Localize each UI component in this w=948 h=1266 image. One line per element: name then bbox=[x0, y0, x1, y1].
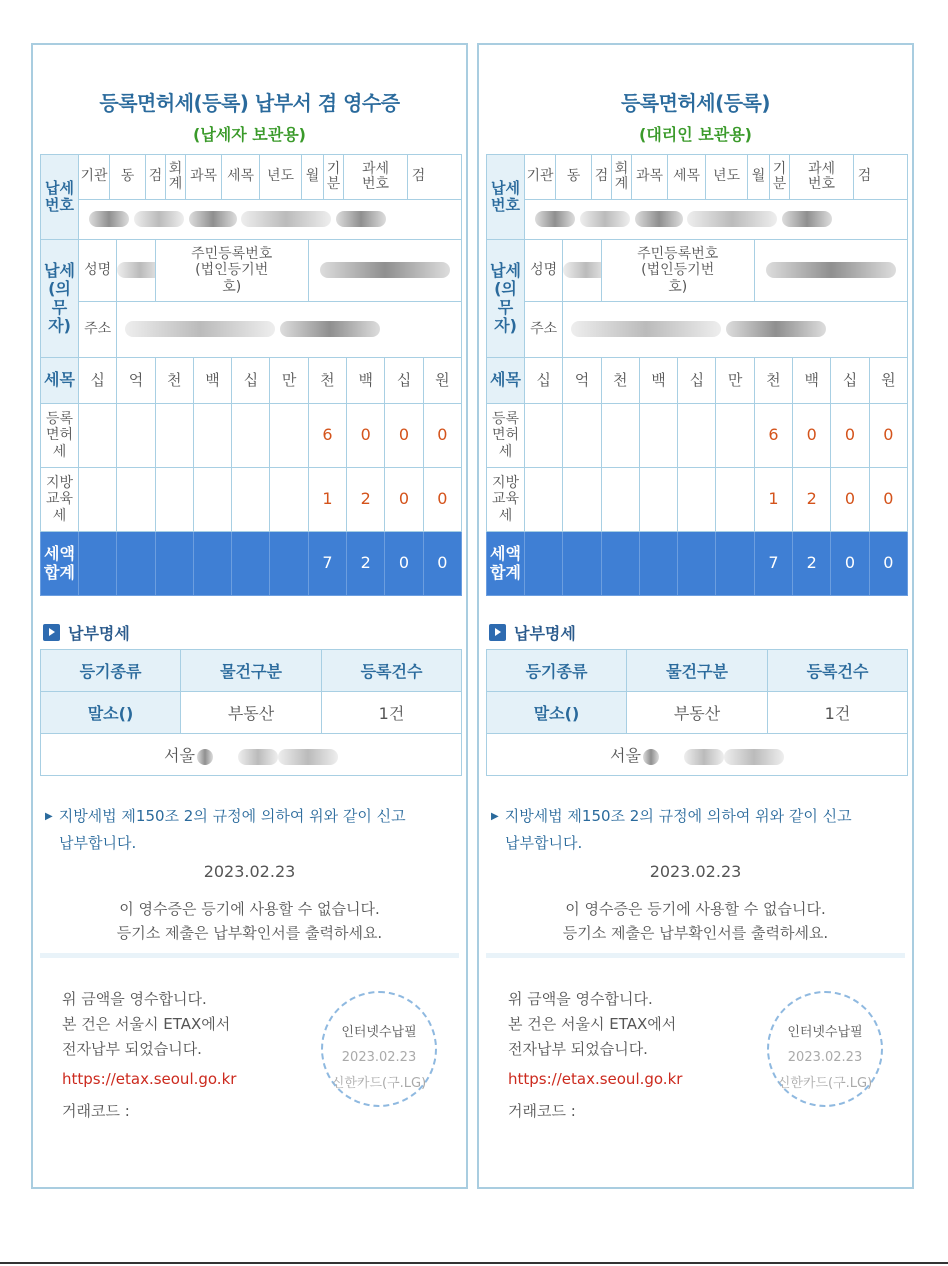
tax-number-value bbox=[525, 200, 908, 240]
registration-tax-digit: 0 bbox=[347, 404, 385, 468]
education-tax-digit-empty bbox=[639, 468, 677, 532]
section-payment-detail: 납부명세 bbox=[489, 621, 576, 644]
total-tax-digit-empty bbox=[563, 532, 601, 596]
unit-label: 백 bbox=[193, 358, 231, 404]
detail-header: 물건구분 bbox=[181, 650, 322, 692]
triangle-bullet-icon: ▶ bbox=[45, 810, 53, 822]
education-tax-label: 지방 교육 세 bbox=[41, 468, 79, 532]
registration-tax-digit-empty bbox=[563, 404, 601, 468]
payer-label: 납세 (의무 자) bbox=[487, 240, 525, 358]
id-number-value bbox=[308, 240, 461, 302]
registration-tax-digit-empty bbox=[155, 404, 193, 468]
play-icon bbox=[489, 624, 506, 641]
registration-tax-digit-empty bbox=[525, 404, 563, 468]
id-number-label: 주민등록번호 (법인등기번 호) bbox=[601, 240, 754, 302]
education-tax-digit-empty bbox=[678, 468, 716, 532]
education-tax-digit-empty bbox=[716, 468, 754, 532]
tax-number-header-cell bbox=[79, 155, 462, 200]
detail-header: 등록건수 bbox=[768, 650, 908, 692]
payment-date: 2023.02.23 bbox=[203, 862, 296, 881]
tax-number-col: 동 bbox=[109, 155, 145, 199]
etax-link[interactable]: https://etax.seoul.go.kr bbox=[508, 1070, 683, 1088]
registration-tax-digit: 0 bbox=[869, 404, 907, 468]
receipt-subtitle: (대리인 보관용) bbox=[639, 125, 752, 144]
tax-number-col: 검 bbox=[853, 155, 875, 199]
education-tax-digit-empty bbox=[270, 468, 308, 532]
total-tax-digit-empty bbox=[601, 532, 639, 596]
name-label: 성명 bbox=[525, 240, 563, 302]
tax-number-col: 세목 bbox=[221, 155, 259, 199]
unit-label: 원 bbox=[423, 358, 461, 404]
total-tax-digit: 0 bbox=[831, 532, 869, 596]
tax-number-col: 검 bbox=[145, 155, 165, 199]
payment-detail-table bbox=[486, 649, 908, 776]
unit-label: 천 bbox=[601, 358, 639, 404]
registration-tax-digit-empty bbox=[639, 404, 677, 468]
unit-header: 세목 bbox=[487, 358, 525, 404]
education-tax-digit-empty bbox=[563, 468, 601, 532]
tax-number-col: 과목 bbox=[185, 155, 221, 199]
detail-value: 1건 bbox=[768, 692, 908, 734]
unit-label: 만 bbox=[270, 358, 308, 404]
tax-number-col: 과세 번호 bbox=[343, 155, 407, 199]
name-value bbox=[563, 240, 601, 302]
registration-tax-digit-empty bbox=[601, 404, 639, 468]
id-number-value bbox=[754, 240, 907, 302]
receipt-footer: 위 금액을 영수합니다. 본 건은 서울시 ETAX에서 전자납부 되었습니다. https://etax.seoul.go.kr 거래코드 : bbox=[62, 987, 236, 1124]
total-tax-label: 세액 합계 bbox=[41, 532, 79, 596]
registration-tax-digit: 0 bbox=[385, 404, 423, 468]
warning-text: 이 영수증은 등기에 사용할 수 없습니다. 등기소 제출은 납부확인서를 출력하세요. bbox=[562, 900, 829, 942]
total-tax-digit: 2 bbox=[793, 532, 831, 596]
education-tax-digit-empty bbox=[193, 468, 231, 532]
education-tax-digit-empty bbox=[601, 468, 639, 532]
total-tax-digit-empty bbox=[193, 532, 231, 596]
total-tax-digit: 7 bbox=[754, 532, 792, 596]
registration-tax-digit-empty bbox=[232, 404, 270, 468]
tax-number-col: 년도 bbox=[259, 155, 301, 199]
registration-tax-label: 등록 면허 세 bbox=[487, 404, 525, 468]
receipt-right bbox=[477, 43, 914, 1189]
unit-label: 억 bbox=[117, 358, 155, 404]
tax-table bbox=[486, 154, 908, 596]
detail-value: 말소() bbox=[41, 692, 181, 734]
unit-label: 십 bbox=[232, 358, 270, 404]
education-tax-digit: 0 bbox=[831, 468, 869, 532]
total-tax-digit-empty bbox=[155, 532, 193, 596]
address-label: 주소 bbox=[525, 302, 563, 358]
total-tax-digit: 0 bbox=[869, 532, 907, 596]
unit-label: 천 bbox=[754, 358, 792, 404]
unit-label: 백 bbox=[639, 358, 677, 404]
transaction-code: 거래코드 : bbox=[508, 1102, 576, 1120]
total-tax-digit-empty bbox=[270, 532, 308, 596]
tax-number-label: 납세 번호 bbox=[487, 155, 525, 240]
detail-address: 서울 bbox=[487, 734, 908, 776]
payment-detail-table bbox=[40, 649, 462, 776]
receipt-footer: 위 금액을 영수합니다. 본 건은 서울시 ETAX에서 전자납부 되었습니다. https://etax.seoul.go.kr 거래코드 : bbox=[508, 987, 682, 1124]
registration-tax-digit: 6 bbox=[308, 404, 346, 468]
receipt-title: 등록면허세(등록) bbox=[620, 91, 771, 115]
warning-text: 이 영수증은 등기에 사용할 수 없습니다. 등기소 제출은 납부확인서를 출력하세요. bbox=[116, 900, 383, 942]
section-payment-detail: 납부명세 bbox=[43, 621, 130, 644]
tax-number-col: 기 분 bbox=[323, 155, 343, 199]
bottom-border bbox=[0, 1262, 948, 1264]
registration-tax-digit-empty bbox=[79, 404, 117, 468]
divider bbox=[486, 953, 905, 958]
education-tax-digit: 1 bbox=[308, 468, 346, 532]
registration-tax-digit-empty bbox=[270, 404, 308, 468]
name-value bbox=[117, 240, 155, 302]
tax-number-col: 회 계 bbox=[611, 155, 631, 199]
unit-label: 십 bbox=[678, 358, 716, 404]
detail-header: 등기종류 bbox=[487, 650, 627, 692]
registration-tax-digit-empty bbox=[117, 404, 155, 468]
detail-header: 등기종류 bbox=[41, 650, 181, 692]
detail-value: 말소() bbox=[487, 692, 627, 734]
total-tax-digit-empty bbox=[232, 532, 270, 596]
legal-notice: ▶ 지방세법 제150조 2의 규정에 의하여 위와 같이 신고 납부합니다. bbox=[491, 807, 852, 852]
id-number-label: 주민등록번호 (법인등기번 호) bbox=[155, 240, 308, 302]
unit-label: 백 bbox=[347, 358, 385, 404]
tax-number-col: 세목 bbox=[667, 155, 705, 199]
education-tax-digit: 1 bbox=[754, 468, 792, 532]
registration-tax-label: 등록 면허 세 bbox=[41, 404, 79, 468]
tax-number-header-cell bbox=[525, 155, 908, 200]
education-tax-label: 지방 교육 세 bbox=[487, 468, 525, 532]
unit-label: 백 bbox=[793, 358, 831, 404]
education-tax-digit: 2 bbox=[347, 468, 385, 532]
total-tax-digit-empty bbox=[639, 532, 677, 596]
education-tax-digit: 0 bbox=[423, 468, 461, 532]
total-tax-digit: 7 bbox=[308, 532, 346, 596]
education-tax-digit: 0 bbox=[869, 468, 907, 532]
tax-number-col: 검 bbox=[591, 155, 611, 199]
registration-tax-digit-empty bbox=[678, 404, 716, 468]
tax-number-col: 기 분 bbox=[769, 155, 789, 199]
tax-number-col: 동 bbox=[555, 155, 591, 199]
address-label: 주소 bbox=[79, 302, 117, 358]
detail-value: 부동산 bbox=[627, 692, 768, 734]
receipt-subtitle: (납세자 보관용) bbox=[193, 125, 306, 144]
payment-date: 2023.02.23 bbox=[649, 862, 742, 881]
etax-link[interactable]: https://etax.seoul.go.kr bbox=[62, 1070, 237, 1088]
tax-number-col: 년도 bbox=[705, 155, 747, 199]
registration-tax-digit-empty bbox=[193, 404, 231, 468]
total-tax-digit-empty bbox=[678, 532, 716, 596]
registration-tax-digit: 0 bbox=[793, 404, 831, 468]
education-tax-digit: 2 bbox=[793, 468, 831, 532]
payer-label: 납세 (의무 자) bbox=[41, 240, 79, 358]
payment-stamp: 인터넷수납필 2023.02.23 신한카드(구.LG) bbox=[767, 991, 883, 1107]
tax-number-col: 기관 bbox=[526, 168, 554, 185]
tax-number-col: 기관 bbox=[80, 168, 108, 185]
payment-stamp: 인터넷수납필 2023.02.23 신한카드(구.LG) bbox=[321, 991, 437, 1107]
detail-header: 등록건수 bbox=[322, 650, 462, 692]
education-tax-digit-empty bbox=[155, 468, 193, 532]
tax-number-col: 월 bbox=[747, 155, 769, 199]
unit-label: 십 bbox=[525, 358, 563, 404]
receipt-left bbox=[31, 43, 468, 1189]
address-value bbox=[563, 302, 908, 358]
name-label: 성명 bbox=[79, 240, 117, 302]
unit-label: 만 bbox=[716, 358, 754, 404]
total-tax-digit-empty bbox=[117, 532, 155, 596]
total-tax-digit-empty bbox=[525, 532, 563, 596]
total-tax-digit-empty bbox=[716, 532, 754, 596]
tax-number-col: 과세 번호 bbox=[789, 155, 853, 199]
education-tax-digit-empty bbox=[117, 468, 155, 532]
unit-label: 십 bbox=[385, 358, 423, 404]
tax-table bbox=[40, 154, 462, 596]
detail-header: 물건구분 bbox=[627, 650, 768, 692]
registration-tax-digit-empty bbox=[716, 404, 754, 468]
total-tax-digit: 0 bbox=[423, 532, 461, 596]
education-tax-digit: 0 bbox=[385, 468, 423, 532]
detail-value: 1건 bbox=[322, 692, 462, 734]
education-tax-digit-empty bbox=[232, 468, 270, 532]
address-value bbox=[117, 302, 462, 358]
receipt-title: 등록면허세(등록) 납부서 겸 영수증 bbox=[99, 91, 400, 115]
unit-header: 세목 bbox=[41, 358, 79, 404]
education-tax-digit-empty bbox=[525, 468, 563, 532]
tax-number-value bbox=[79, 200, 462, 240]
total-tax-label: 세액 합계 bbox=[487, 532, 525, 596]
tax-number-col: 회 계 bbox=[165, 155, 185, 199]
tax-number-col: 검 bbox=[407, 155, 429, 199]
tax-number-col: 월 bbox=[301, 155, 323, 199]
total-tax-digit-empty bbox=[79, 532, 117, 596]
unit-label: 억 bbox=[563, 358, 601, 404]
registration-tax-digit: 0 bbox=[831, 404, 869, 468]
registration-tax-digit: 0 bbox=[423, 404, 461, 468]
tax-number-label: 납세 번호 bbox=[41, 155, 79, 240]
unit-label: 십 bbox=[79, 358, 117, 404]
transaction-code: 거래코드 : bbox=[62, 1102, 130, 1120]
detail-address: 서울 bbox=[41, 734, 462, 776]
legal-notice: ▶ 지방세법 제150조 2의 규정에 의하여 위와 같이 신고 납부합니다. bbox=[45, 807, 406, 852]
total-tax-digit: 0 bbox=[385, 532, 423, 596]
divider bbox=[40, 953, 459, 958]
play-icon bbox=[43, 624, 60, 641]
unit-label: 십 bbox=[831, 358, 869, 404]
education-tax-digit-empty bbox=[79, 468, 117, 532]
total-tax-digit: 2 bbox=[347, 532, 385, 596]
triangle-bullet-icon: ▶ bbox=[491, 810, 499, 822]
unit-label: 원 bbox=[869, 358, 907, 404]
unit-label: 천 bbox=[155, 358, 193, 404]
registration-tax-digit: 6 bbox=[754, 404, 792, 468]
tax-number-col: 과목 bbox=[631, 155, 667, 199]
detail-value: 부동산 bbox=[181, 692, 322, 734]
unit-label: 천 bbox=[308, 358, 346, 404]
